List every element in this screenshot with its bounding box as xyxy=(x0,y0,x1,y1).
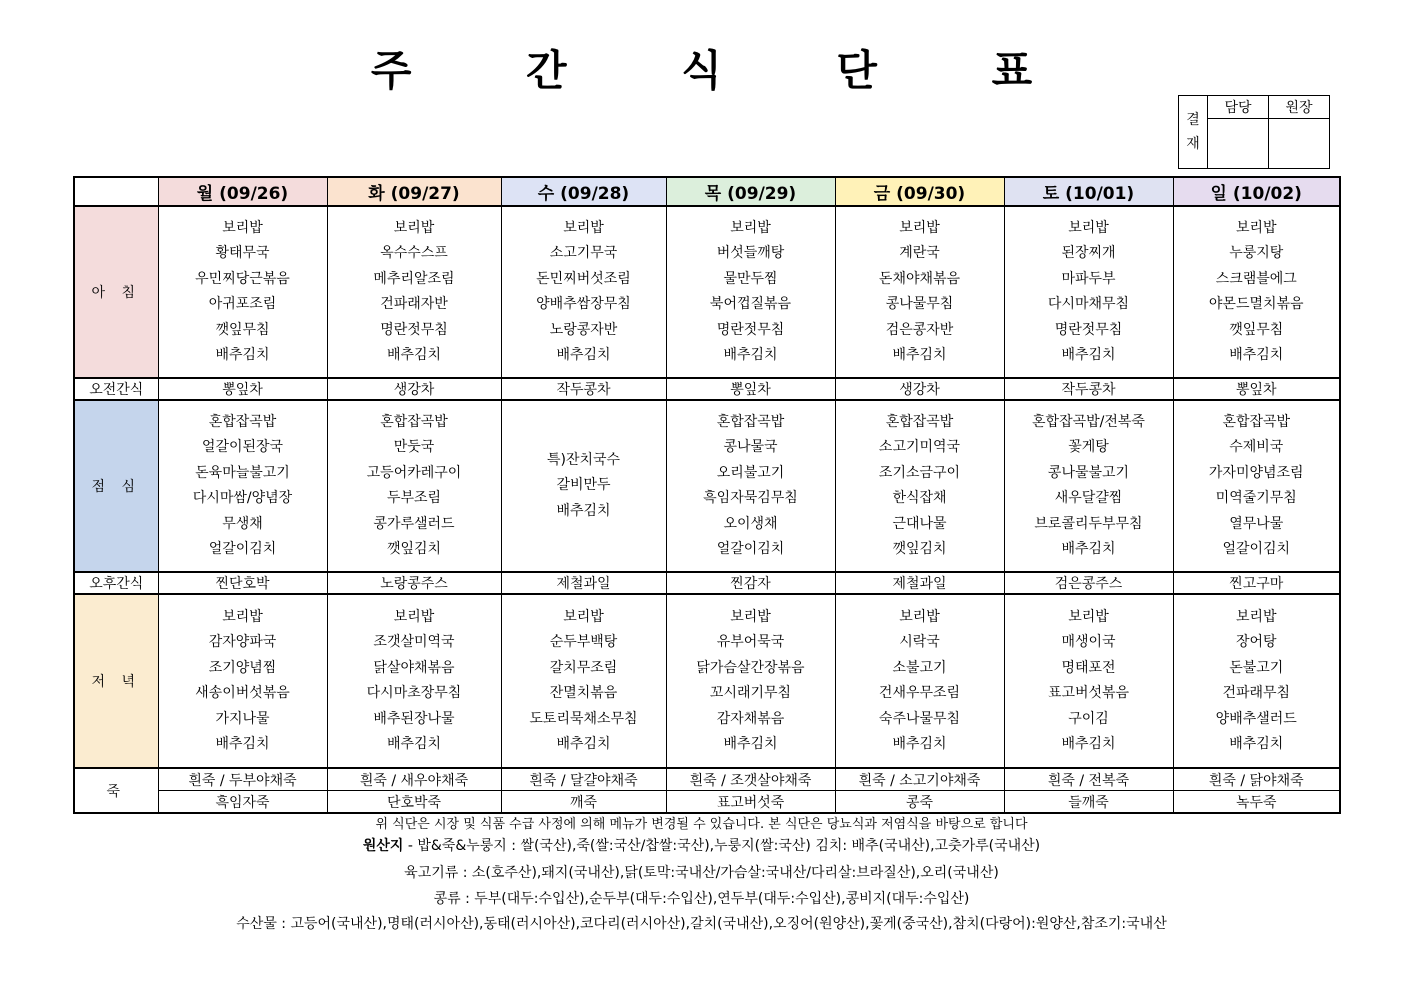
breakfast-cell-5 xyxy=(1004,206,1173,378)
approval-sign-manager[interactable] xyxy=(1208,119,1269,169)
corner-cell xyxy=(74,177,158,206)
menu-item: 보리밥 xyxy=(222,219,263,236)
menu-item: 배추김치 xyxy=(1229,347,1284,363)
breakfast-cell-3 xyxy=(666,206,835,378)
menu-item: 장어탕 xyxy=(1235,634,1277,650)
menu-item: 혼합잡곡밥/전복죽 xyxy=(1032,413,1145,430)
menu-item: 마파두부 xyxy=(1061,270,1116,287)
porridge-b-4: 콩죽 xyxy=(835,791,1004,814)
menu-item: 오리불고기 xyxy=(716,464,785,481)
am_snack-item-1: 생강차 xyxy=(327,378,501,400)
menu-item: 근대나물 xyxy=(892,515,947,532)
lunch-cell-4 xyxy=(835,400,1004,572)
menu-item: 미역줄기무침 xyxy=(1215,490,1297,506)
menu-item: 우민찌당근볶음 xyxy=(195,270,290,287)
breakfast-row xyxy=(74,206,1340,378)
menu-item: 보리밥 xyxy=(899,608,940,625)
porridge-a-0: 흰죽 / 두부야채죽 xyxy=(158,768,327,791)
menu-item: 브로콜리두부무침 xyxy=(1034,515,1143,532)
dinner-cell-0 xyxy=(158,594,327,768)
menu-item: 가지나물 xyxy=(215,710,270,727)
footer-beans: 콩류 : 두부(대두:수입산),순두부(대두:수입산),연두부(대두:수입산),콩비지(대두:수입산) xyxy=(433,891,970,907)
menu-item: 보리밥 xyxy=(730,219,771,236)
menu-item: 보리밥 xyxy=(1235,219,1277,236)
approval-label-1: 결 xyxy=(1186,112,1200,128)
porridge-b-3: 표고버섯죽 xyxy=(666,791,835,814)
menu-item: 깻잎무침 xyxy=(1229,321,1284,338)
menu-item: 보리밥 xyxy=(730,608,771,625)
menu-item: 깻잎김치 xyxy=(386,541,442,557)
breakfast-cell-2 xyxy=(501,206,666,378)
dinner-label: 저 녁 xyxy=(74,594,158,768)
menu-item: 깻잎무침 xyxy=(215,321,270,338)
porridge-a-4: 흰죽 / 소고기야채죽 xyxy=(835,768,1004,791)
day-header-4: 금 (09/30) xyxy=(835,177,1004,206)
am_snack-item-4: 생강차 xyxy=(835,378,1004,400)
pm_snack-item-0: 찐단호박 xyxy=(158,572,327,594)
approval-sign-director[interactable] xyxy=(1269,119,1330,169)
lunch-row xyxy=(74,400,1340,572)
menu-item: 양배추쌈장무침 xyxy=(536,296,631,312)
menu-item: 유부어묵국 xyxy=(716,634,785,650)
menu-item: 황태무국 xyxy=(215,245,270,261)
origin-text: - 밥&죽&누룽지 : 쌀(국산),죽(쌀:국산/찹쌀:국산),누룽지(쌀:국산) 김치: 배추(국내산),고춧가루(국내산) xyxy=(403,838,1041,854)
menu-item: 소고기미역국 xyxy=(878,439,961,455)
menu-item: 감자양파국 xyxy=(208,634,277,650)
footer-notice: 위 식단은 시장 및 식품 수급 사정에 의해 메뉴가 변경될 수 있습니다. 본 식단은 당뇨식과 저염식을 바탕으로 합니다 xyxy=(375,817,1028,832)
pm_snack-item-3: 찐감자 xyxy=(666,572,835,594)
dinner-cell-5 xyxy=(1004,594,1173,768)
menu-item: 보리밥 xyxy=(1235,608,1277,625)
menu-item: 얼갈이김치 xyxy=(716,541,785,557)
menu-item: 보리밥 xyxy=(393,608,435,625)
menu-item: 조갯살미역국 xyxy=(373,634,455,650)
menu-item: 한식잡채 xyxy=(892,490,947,506)
menu-item: 명란젓무침 xyxy=(1054,321,1123,338)
lunch-cell-1 xyxy=(327,400,501,572)
menu-item: 다시마쌈/양념장 xyxy=(192,490,293,506)
menu-item: 명태포전 xyxy=(1061,659,1116,676)
porridge-a-1: 흰죽 / 새우야채죽 xyxy=(327,768,501,791)
porridge-row-1 xyxy=(74,768,1340,791)
day-header-3: 목 (09/29) xyxy=(666,177,835,206)
menu-item: 보리밥 xyxy=(563,219,604,236)
menu-item: 돈민찌버섯조림 xyxy=(536,270,631,287)
menu-item: 조기소금구이 xyxy=(878,464,961,481)
menu-item: 닭살야채볶음 xyxy=(373,659,455,676)
approval-box xyxy=(1178,95,1330,169)
menu-item: 혼합잡곡밥 xyxy=(716,413,785,430)
am_snack-item-6: 뽕잎차 xyxy=(1173,378,1340,400)
menu-item: 보리밥 xyxy=(222,608,263,625)
menu-item: 돈육마늘불고기 xyxy=(195,464,290,481)
approval-col-manager: 담당 xyxy=(1208,96,1269,119)
day-header-1: 화 (09/27) xyxy=(327,177,501,206)
menu-item: 배추김치 xyxy=(386,347,442,363)
porridge-a-3: 흰죽 / 조갯살야채죽 xyxy=(666,768,835,791)
menu-item: 다시마초장무침 xyxy=(366,685,462,701)
menu-item: 버섯들깨탕 xyxy=(716,245,785,261)
menu-item: 깻잎김치 xyxy=(892,541,947,557)
dinner-cell-4 xyxy=(835,594,1004,768)
menu-item: 소불고기 xyxy=(892,659,947,676)
am_snack-item-0: 뽕잎차 xyxy=(158,378,327,400)
menu-item: 갈치무조림 xyxy=(549,659,618,676)
menu-item: 조기양념찜 xyxy=(208,659,277,676)
menu-item: 아귀포조림 xyxy=(208,296,277,312)
lunch-cell-6 xyxy=(1173,400,1340,572)
lunch-label: 점 심 xyxy=(74,400,158,572)
porridge-b-6: 녹두죽 xyxy=(1173,791,1340,814)
menu-item: 보리밥 xyxy=(1068,608,1109,625)
porridge-b-1: 단호박죽 xyxy=(327,791,501,814)
menu-item: 배추김치 xyxy=(1061,736,1116,752)
menu-item: 명란젓무침 xyxy=(380,321,448,338)
origin-label: 원산지 xyxy=(362,838,404,854)
menu-item: 얼갈이된장국 xyxy=(201,439,284,455)
day-header-5: 토 (10/01) xyxy=(1004,177,1173,206)
menu-item: 양배추샐러드 xyxy=(1215,710,1297,727)
menu-item: 배추김치 xyxy=(723,347,778,363)
menu-item: 감자채볶음 xyxy=(716,710,785,727)
footer-origin xyxy=(0,835,1403,855)
footer-meat: 육고기류 : 소(호주산),돼지(국내산),닭(토막:국내산/가슴살:국내산/다리살:브라질산),오리(국내산) xyxy=(404,865,999,881)
menu-item: 구이김 xyxy=(1068,710,1109,727)
menu-item: 특)잔치국수 xyxy=(546,451,621,468)
menu-item: 보리밥 xyxy=(899,219,940,236)
menu-item: 배추김치 xyxy=(215,736,270,752)
menu-item: 매생이국 xyxy=(1061,634,1116,650)
menu-item: 배추김치 xyxy=(556,736,611,752)
pm_snack-item-1: 노랑콩주스 xyxy=(327,572,501,594)
menu-item: 혼합잡곡밥 xyxy=(380,413,448,430)
lunch-cell-5 xyxy=(1004,400,1173,572)
menu-item: 검은콩자반 xyxy=(885,321,954,338)
menu-item: 표고버섯볶음 xyxy=(1047,685,1130,701)
porridge-b-2: 깨죽 xyxy=(501,791,666,814)
menu-item: 시락국 xyxy=(899,634,940,650)
menu-item: 스크램블에그 xyxy=(1215,270,1297,287)
menu-item: 오이생채 xyxy=(723,515,778,532)
menu-item: 고등어카레구이 xyxy=(366,464,462,481)
menu-item: 콩나물불고기 xyxy=(1047,464,1130,481)
menu-item: 명란젓무침 xyxy=(716,321,785,338)
day-header-row xyxy=(74,177,1340,206)
menu-item: 배추김치 xyxy=(1061,541,1116,557)
approval-label xyxy=(1179,96,1208,169)
menu-item: 계란국 xyxy=(899,245,940,261)
page-title: 주 간 식 단 표 xyxy=(370,46,1083,95)
porridge-a-6: 흰죽 / 닭야채죽 xyxy=(1173,768,1340,791)
breakfast-cell-4 xyxy=(835,206,1004,378)
menu-item: 잔멸치볶음 xyxy=(549,685,618,701)
menu-item: 만둣국 xyxy=(393,439,435,455)
porridge-row-2 xyxy=(74,791,1340,814)
breakfast-cell-1 xyxy=(327,206,501,378)
menu-item: 가자미양념조림 xyxy=(1208,464,1304,481)
menu-item: 된장찌개 xyxy=(1061,245,1116,261)
menu-item: 무생채 xyxy=(222,515,263,532)
menu-item: 두부조림 xyxy=(386,490,442,506)
menu-item: 혼합잡곡밥 xyxy=(1222,413,1291,430)
menu-item: 돈채야채볶음 xyxy=(878,270,961,287)
dinner-cell-1 xyxy=(327,594,501,768)
menu-item: 보리밥 xyxy=(393,219,435,236)
menu-item: 건새우무조림 xyxy=(878,685,961,701)
day-header-2: 수 (09/28) xyxy=(501,177,666,206)
menu-item: 노랑콩자반 xyxy=(549,321,618,338)
menu-item: 수제비국 xyxy=(1229,439,1284,455)
dinner-cell-2 xyxy=(501,594,666,768)
menu-item: 도토리묵채소무침 xyxy=(529,710,638,727)
menu-item: 혼합잡곡밥 xyxy=(885,413,954,430)
menu-item: 배추김치 xyxy=(892,736,947,752)
am_snack-item-2: 작두콩차 xyxy=(501,378,666,400)
porridge-b-0: 흑임자죽 xyxy=(158,791,327,814)
menu-item: 얼갈이김치 xyxy=(1222,541,1291,557)
menu-item: 꼬시래기무침 xyxy=(709,685,792,701)
menu-item: 얼갈이김치 xyxy=(208,541,277,557)
menu-item: 배추된장나물 xyxy=(373,710,455,727)
breakfast-label: 아 침 xyxy=(74,206,158,378)
menu-item: 새우달걀찜 xyxy=(1054,490,1123,506)
menu-item: 배추김치 xyxy=(556,502,611,519)
menu-item: 배추김치 xyxy=(1061,347,1116,363)
lunch-cell-3 xyxy=(666,400,835,572)
porridge-a-2: 흰죽 / 달걀야채죽 xyxy=(501,768,666,791)
menu-item: 흑임자묵김무침 xyxy=(703,490,798,506)
menu-table xyxy=(73,176,1341,814)
menu-item: 보리밥 xyxy=(1068,219,1109,236)
menu-item: 배추김치 xyxy=(1229,736,1284,752)
porridge-b-5: 들깨죽 xyxy=(1004,791,1173,814)
day-header-6: 일 (10/02) xyxy=(1173,177,1340,206)
dinner-row xyxy=(74,594,1340,768)
menu-item: 콩나물무침 xyxy=(885,296,954,312)
menu-item: 새송이버섯볶음 xyxy=(195,685,290,701)
pm_snack-item-4: 제철과일 xyxy=(835,572,1004,594)
menu-item: 물만두찜 xyxy=(723,270,778,287)
dinner-cell-6 xyxy=(1173,594,1340,768)
menu-item: 다시마채무침 xyxy=(1047,296,1130,312)
day-header-0: 월 (09/26) xyxy=(158,177,327,206)
menu-item: 배추김치 xyxy=(215,347,270,363)
menu-item: 배추김치 xyxy=(386,736,442,752)
menu-item: 갈비만두 xyxy=(556,477,611,494)
am_snack-item-5: 작두콩차 xyxy=(1004,378,1173,400)
menu-item: 북어껍질볶음 xyxy=(709,296,792,312)
menu-item: 콩나물국 xyxy=(723,439,778,455)
menu-item: 누룽지탕 xyxy=(1229,245,1284,261)
porridge-a-5: 흰죽 / 전복죽 xyxy=(1004,768,1173,791)
menu-item: 보리밥 xyxy=(563,608,604,625)
am_snack-item-3: 뽕잎차 xyxy=(666,378,835,400)
pm_snack-item-2: 제철과일 xyxy=(501,572,666,594)
breakfast-cell-0 xyxy=(158,206,327,378)
lunch-cell-0 xyxy=(158,400,327,572)
menu-item: 혼합잡곡밥 xyxy=(208,413,277,430)
breakfast-cell-6 xyxy=(1173,206,1340,378)
menu-item: 꽃게탕 xyxy=(1068,439,1109,455)
menu-item: 옥수수스프 xyxy=(380,245,448,261)
menu-item: 건파래자반 xyxy=(380,296,448,312)
menu-item: 소고기무국 xyxy=(549,245,618,261)
dinner-cell-3 xyxy=(666,594,835,768)
menu-item: 배추김치 xyxy=(556,347,611,363)
pm-snack-row xyxy=(74,572,1340,594)
footer-seafood: 수산물 : 고등어(국내산),명태(러시아산),동태(러시아산),코다리(러시아산),갈치(국내산),오징어(원양산),꽃게(중국산),참치(다랑어):원양산,참조기:국내산 xyxy=(236,916,1167,932)
am-snack-label: 오전간식 xyxy=(74,378,158,400)
menu-item: 건파래무침 xyxy=(1222,685,1291,701)
pm_snack-item-6: 찐고구마 xyxy=(1173,572,1340,594)
menu-item: 닭가슴살간장볶음 xyxy=(696,659,805,676)
am-snack-row xyxy=(74,378,1340,400)
menu-item: 숙주나물무침 xyxy=(878,710,961,727)
menu-item: 배추김치 xyxy=(892,347,947,363)
menu-item: 콩가루샐러드 xyxy=(373,515,455,532)
approval-label-2: 재 xyxy=(1186,136,1200,152)
menu-item: 순두부백탕 xyxy=(549,634,618,650)
pm_snack-item-5: 검은콩주스 xyxy=(1004,572,1173,594)
menu-item: 열무나물 xyxy=(1229,515,1284,532)
menu-item: 메추리알조림 xyxy=(373,270,455,287)
pm-snack-label: 오후간식 xyxy=(74,572,158,594)
lunch-cell-2 xyxy=(501,400,666,572)
menu-item: 야몬드멸치볶음 xyxy=(1208,296,1304,312)
approval-col-director: 원장 xyxy=(1269,96,1330,119)
menu-item: 배추김치 xyxy=(723,736,778,752)
menu-item: 돈불고기 xyxy=(1229,659,1284,676)
porridge-label: 죽 xyxy=(74,768,158,813)
